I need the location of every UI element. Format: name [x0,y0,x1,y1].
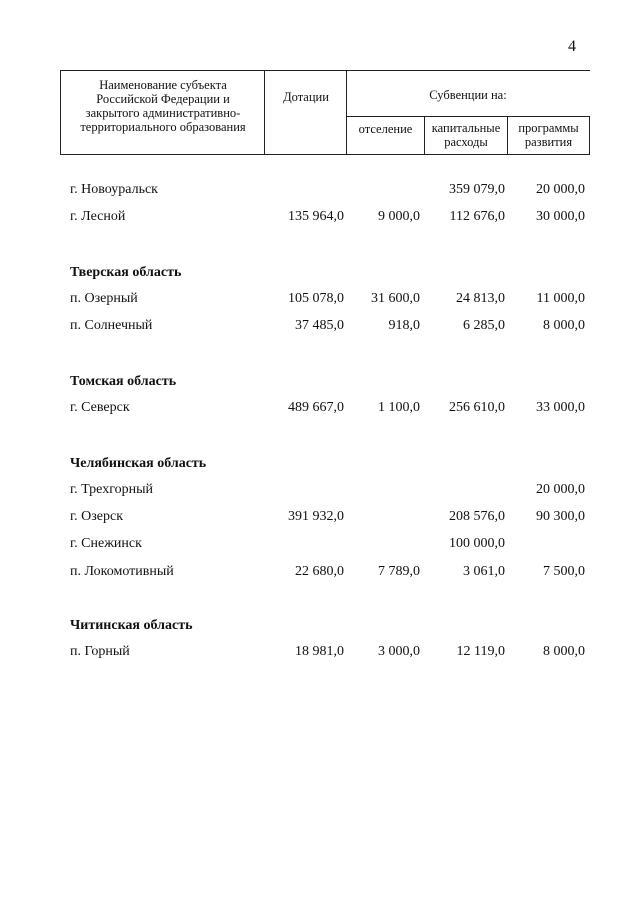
row-name: г. Снежинск [70,536,142,551]
header-col-dotacii: Дотации [283,90,329,104]
table-row [0,209,640,229]
row-programmy: 8 000,0 [543,644,585,659]
header-divider-name [264,70,265,155]
header-col-name [62,78,264,134]
row-programmy: 20 000,0 [536,182,585,197]
row-otselenie: 7 789,0 [378,564,420,579]
table-row [0,400,640,420]
header-sub-kapital-line: расходы [444,135,488,149]
row-name: г. Озерск [70,509,124,524]
row-dotacii: 489 667,0 [288,400,344,415]
header-top-border [60,70,590,71]
header-divider-dotacii [346,70,347,155]
table-row [0,564,640,584]
header-left-border [60,70,61,155]
row-name: п. Горный [70,644,130,659]
table-row [0,318,640,338]
table-row [0,509,640,529]
header-right-border [589,116,590,155]
row-kapital: 12 119,0 [456,644,505,659]
header-sub-kapital [425,121,507,149]
row-dotacii: 135 964,0 [288,209,344,224]
row-name: г. Новоуральск [70,182,158,197]
header-sub-otselenie: отселение [358,122,413,136]
header-sub-divider [346,116,590,117]
row-otselenie: 3 000,0 [378,644,420,659]
row-kapital: 112 676,0 [449,209,505,224]
header-col-name-line: территориального образования [80,120,246,134]
table-row [0,291,640,311]
row-kapital: 24 813,0 [456,291,505,306]
row-programmy: 8 000,0 [543,318,585,333]
header-col-name-line: Российской Федерации и [96,92,230,106]
row-programmy: 90 300,0 [536,509,585,524]
header-sub-programmy [508,121,589,149]
row-dotacii: 22 680,0 [295,564,344,579]
header-sub-programmy-line: развития [524,135,573,149]
table-row [0,182,640,202]
header-sub-kapital-line: капитальные [431,121,501,135]
region-heading: Челябинская область [70,456,207,471]
row-otselenie: 1 100,0 [378,400,420,415]
row-kapital: 256 610,0 [449,400,505,415]
page-number: 4 [568,38,576,55]
region-heading: Тверская область [70,265,182,280]
row-kapital: 100 000,0 [449,536,505,551]
row-programmy: 7 500,0 [543,564,585,579]
row-name: г. Северск [70,400,130,415]
header-bottom-border [60,154,590,155]
table-row [0,644,640,664]
table-row [0,482,640,502]
row-programmy: 11 000,0 [536,291,585,306]
row-name: г. Лесной [70,209,126,224]
region-heading: Томская область [70,374,177,389]
row-dotacii: 105 078,0 [288,291,344,306]
row-kapital: 3 061,0 [463,564,505,579]
header-sub-programmy-line: программы [518,121,579,135]
row-programmy: 30 000,0 [536,209,585,224]
row-programmy: 33 000,0 [536,400,585,415]
row-dotacii: 37 485,0 [295,318,344,333]
row-dotacii: 18 981,0 [295,644,344,659]
row-name: г. Трехгорный [70,482,153,497]
row-otselenie: 918,0 [388,318,420,333]
row-name: п. Солнечный [70,318,153,333]
row-name: п. Локомотивный [70,564,174,579]
row-programmy: 20 000,0 [536,482,585,497]
table-row [0,536,640,556]
row-kapital: 208 576,0 [449,509,505,524]
row-kapital: 6 285,0 [463,318,505,333]
region-heading: Читинская область [70,618,193,633]
row-kapital: 359 079,0 [449,182,505,197]
header-col-name-line: Наименование субъекта [99,78,227,92]
row-name: п. Озерный [70,291,138,306]
row-dotacii: 391 932,0 [288,509,344,524]
row-otselenie: 9 000,0 [378,209,420,224]
row-otselenie: 31 600,0 [371,291,420,306]
header-col-subvencii: Субвенции на: [429,88,507,102]
header-col-name-line: закрытого административно- [85,106,241,120]
